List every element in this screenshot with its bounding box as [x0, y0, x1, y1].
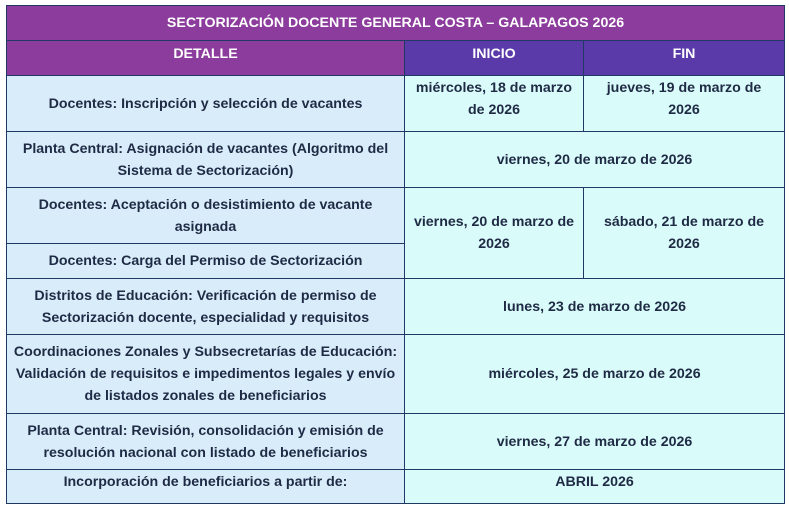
- row-detail: Distritos de Educación: Verificación de permiso de Sectorización docente, especialidad y requisitos: [7, 279, 405, 335]
- header-detalle: DETALLE: [7, 41, 405, 76]
- row-detail: Docentes: Carga del Permiso de Sectorización: [7, 244, 405, 279]
- header-row: [7, 41, 785, 76]
- row-date: miércoles, 25 de marzo de 2026: [405, 335, 785, 414]
- table-row: [7, 132, 785, 188]
- table-row: [7, 414, 785, 470]
- table-row: [7, 188, 785, 244]
- schedule-table: [6, 5, 785, 504]
- row-detail: Docentes: Aceptación o desistimiento de vacante asignada: [7, 188, 405, 244]
- row-start-date: miércoles, 18 de marzo de 2026: [405, 76, 584, 132]
- row-date: lunes, 23 de marzo de 2026: [405, 279, 785, 335]
- header-fin: FIN: [584, 41, 785, 76]
- row-end-date: sábado, 21 de marzo de 2026: [584, 188, 785, 279]
- table-title: SECTORIZACIÓN DOCENTE GENERAL COSTA – GALAPAGOS 2026: [7, 6, 785, 41]
- row-date: viernes, 27 de marzo de 2026: [405, 414, 785, 470]
- row-detail: Docentes: Inscripción y selección de vacantes: [7, 76, 405, 132]
- table-row: [7, 76, 785, 132]
- row-end-date: jueves, 19 de marzo de 2026: [584, 76, 785, 132]
- table-row: [7, 470, 785, 504]
- title-row: [7, 6, 785, 41]
- row-start-date: viernes, 20 de marzo de 2026: [405, 188, 584, 279]
- row-detail: Planta Central: Revisión, consolidación y emisión de resolución nacional con listado de beneficiarios: [7, 414, 405, 470]
- row-date: ABRIL 2026: [405, 470, 785, 504]
- table-row: [7, 335, 785, 414]
- row-date: viernes, 20 de marzo de 2026: [405, 132, 785, 188]
- header-inicio: INICIO: [405, 41, 584, 76]
- row-detail: Incorporación de beneficiarios a partir de:: [7, 470, 405, 504]
- row-detail: Coordinaciones Zonales y Subsecretarías de Educación: Validación de requisitos e impedimentos legales y envío de listados zonales de beneficiarios: [7, 335, 405, 414]
- table-row: [7, 279, 785, 335]
- row-detail: Planta Central: Asignación de vacantes (Algoritmo del Sistema de Sectorización): [7, 132, 405, 188]
